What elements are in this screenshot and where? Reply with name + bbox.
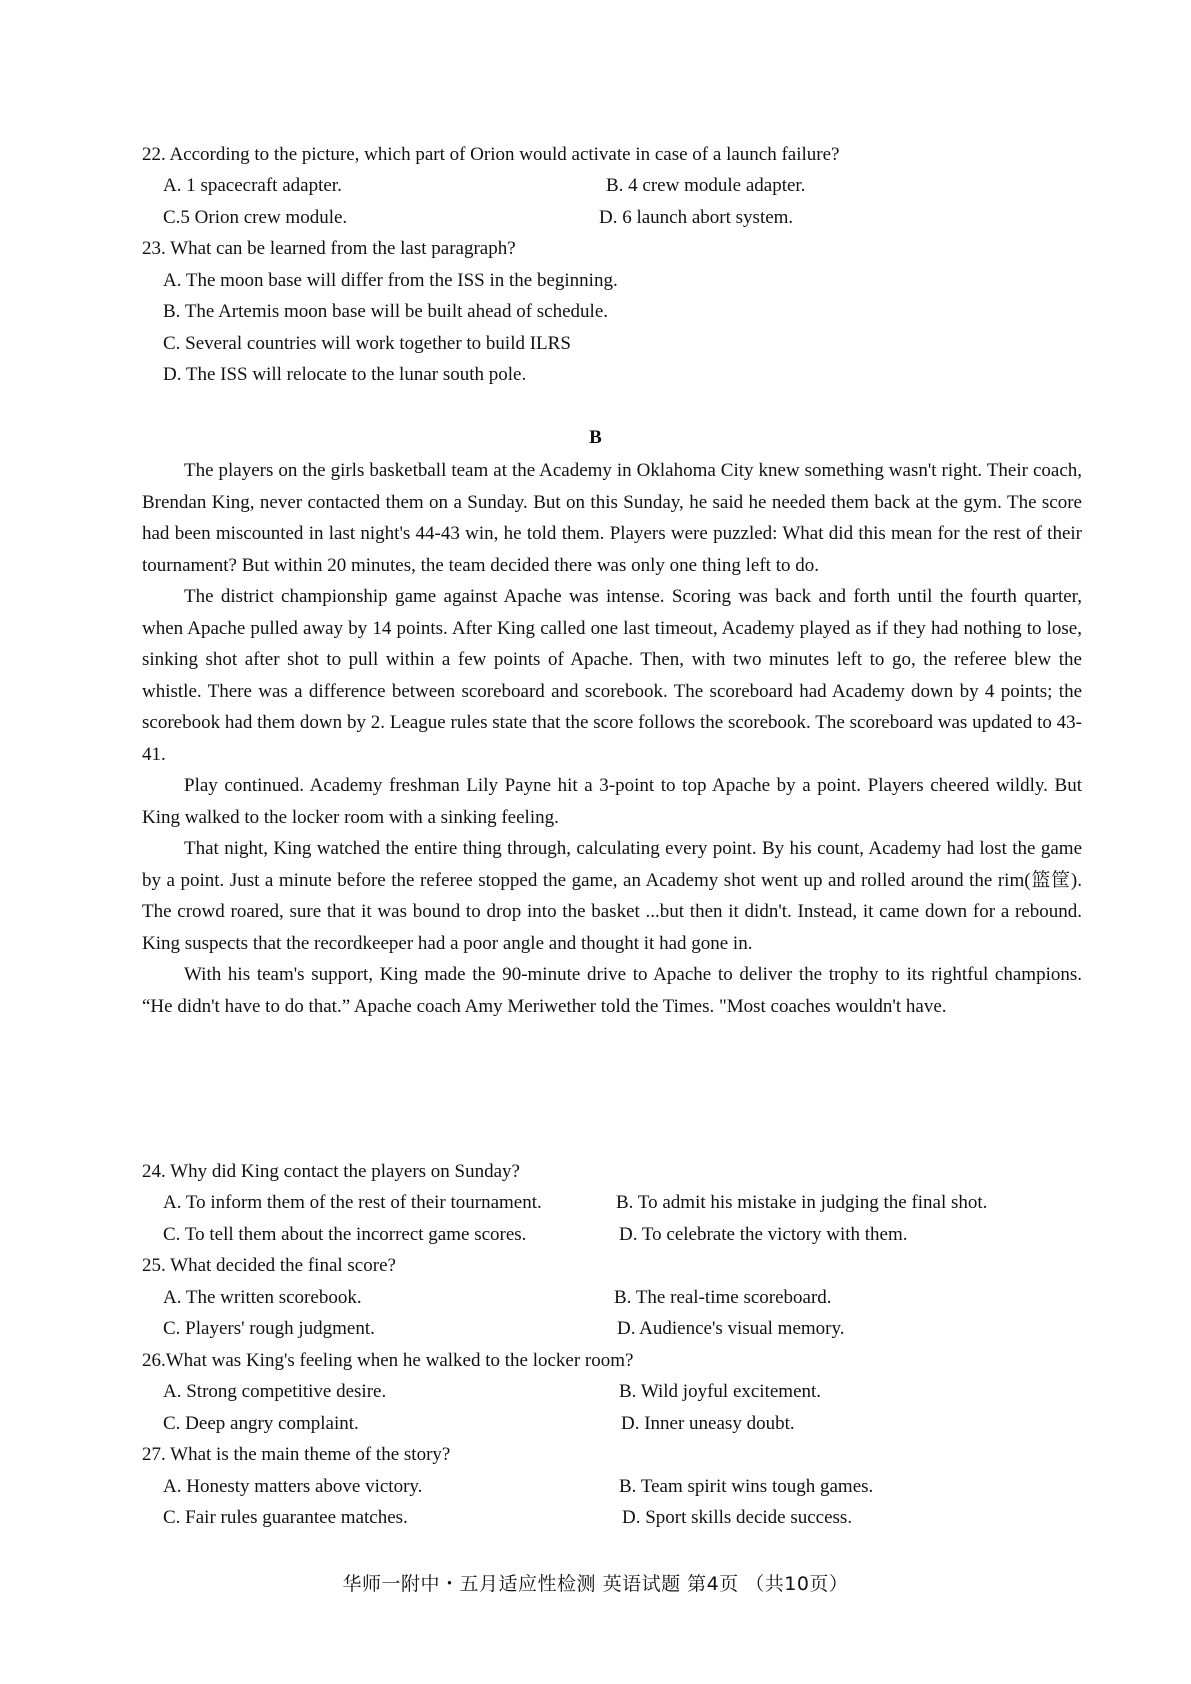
question-23-option-a: A. The moon base will differ from the ISS in the beginning. (163, 270, 618, 291)
question-27-option-c: C. Fair rules guarantee matches. (163, 1507, 408, 1528)
question-22-option-c: C.5 Orion crew module. (163, 207, 348, 228)
question-24-option-d: D. To celebrate the victory with them. (619, 1224, 908, 1245)
passage-paragraph-4: That night, King watched the entire thing through, calculating every point. By his count, Academy had lost the game by a point. Just a minute before the referee stopped the game, an Academy shot went up and rolled around the rim(篮筐). The crowd roared, sure that it was bound to drop into the basket ...but then it didn't. Instead, it came down for a rebound. King suspects that the recordkeeper had a poor angle and thought it had gone in. (142, 838, 1082, 954)
question-27-option-b: B. Team spirit wins tough games. (619, 1476, 874, 1497)
question-24-stem: 24. Why did King contact the players on Sunday? (142, 1161, 520, 1182)
passage-paragraph-3: Play continued. Academy freshman Lily Payne hit a 3-point to top Apache by a point. Players cheered wildly. But King walked to the locker room with a sinking feeling. (142, 775, 1082, 828)
question-27-option-a: A. Honesty matters above victory. (163, 1476, 423, 1497)
question-25-option-d: D. Audience's visual memory. (617, 1318, 845, 1339)
question-25-option-a: A. The written scorebook. (163, 1287, 362, 1308)
question-22-option-d: D. 6 launch abort system. (599, 207, 794, 228)
question-26-stem: 26.What was King's feeling when he walked to the locker room? (142, 1350, 634, 1371)
passage-paragraph-1: The players on the girls basketball team at the Academy in Oklahoma City knew something wasn't right. Their coach, Brendan King, never contacted them on a Sunday. But on this Sunday, he said he needed them back at the gym. The score had been miscounted in last night's 44-43 win, he told them. Players were puzzled: What did this mean for the rest of their tournament? But within 20 minutes, the team decided there was only one thing left to do. (142, 460, 1082, 576)
section-heading-b: B (589, 427, 602, 448)
question-23-option-b: B. The Artemis moon base will be built ahead of schedule. (163, 301, 608, 322)
question-27-stem: 27. What is the main theme of the story? (142, 1444, 451, 1465)
question-26-option-d: D. Inner uneasy doubt. (621, 1413, 795, 1434)
question-24-option-b: B. To admit his mistake in judging the final shot. (616, 1192, 988, 1213)
question-25-stem: 25. What decided the final score? (142, 1255, 396, 1276)
question-26-option-b: B. Wild joyful excitement. (619, 1381, 822, 1402)
question-24-option-a: A. To inform them of the rest of their tournament. (163, 1192, 542, 1213)
question-23-option-d: D. The ISS will relocate to the lunar south pole. (163, 364, 527, 385)
question-23-option-c: C. Several countries will work together to build ILRS (163, 333, 571, 354)
question-25-option-b: B. The real-time scoreboard. (614, 1287, 832, 1308)
question-22-stem: 22. According to the picture, which part of Orion would activate in case of a launch failure? (142, 144, 840, 165)
question-24-option-c: C. To tell them about the incorrect game scores. (163, 1224, 527, 1245)
question-23-stem: 23. What can be learned from the last paragraph? (142, 238, 516, 259)
page-footer: 华师一附中・五月适应性检测 英语试题 第4页 （共10页） (342, 1573, 849, 1595)
passage-paragraph-2: The district championship game against Apache was intense. Scoring was back and forth until the fourth quarter, when Apache pulled away by 14 points. After King called one last timeout, Academy played as if they had nothing to lose, sinking shot after shot to pull within a few points of Apache. Then, with two minutes left to go, the referee blew the whistle. There was a difference between scoreboard and scorebook. The scoreboard had Academy down by 4 points; the scorebook had them down by 2. League rules state that the score follows the scorebook. The scoreboard was updated to 43-41. (142, 586, 1082, 765)
question-25-option-c: C. Players' rough judgment. (163, 1318, 375, 1339)
question-27-option-d: D. Sport skills decide success. (622, 1507, 853, 1528)
question-22-option-b: B. 4 crew module adapter. (606, 175, 806, 196)
reading-passage (142, 455, 1082, 1022)
passage-paragraph-5: With his team's support, King made the 90-minute drive to Apache to deliver the trophy to its rightful champions. “He didn't have to do that.” Apache coach Amy Meriwether told the Times. "Most coaches wouldn't have. (142, 964, 1082, 1017)
question-26-option-c: C. Deep angry complaint. (163, 1413, 359, 1434)
question-22-option-a: A. 1 spacecraft adapter. (163, 175, 342, 196)
question-26-option-a: A. Strong competitive desire. (163, 1381, 387, 1402)
